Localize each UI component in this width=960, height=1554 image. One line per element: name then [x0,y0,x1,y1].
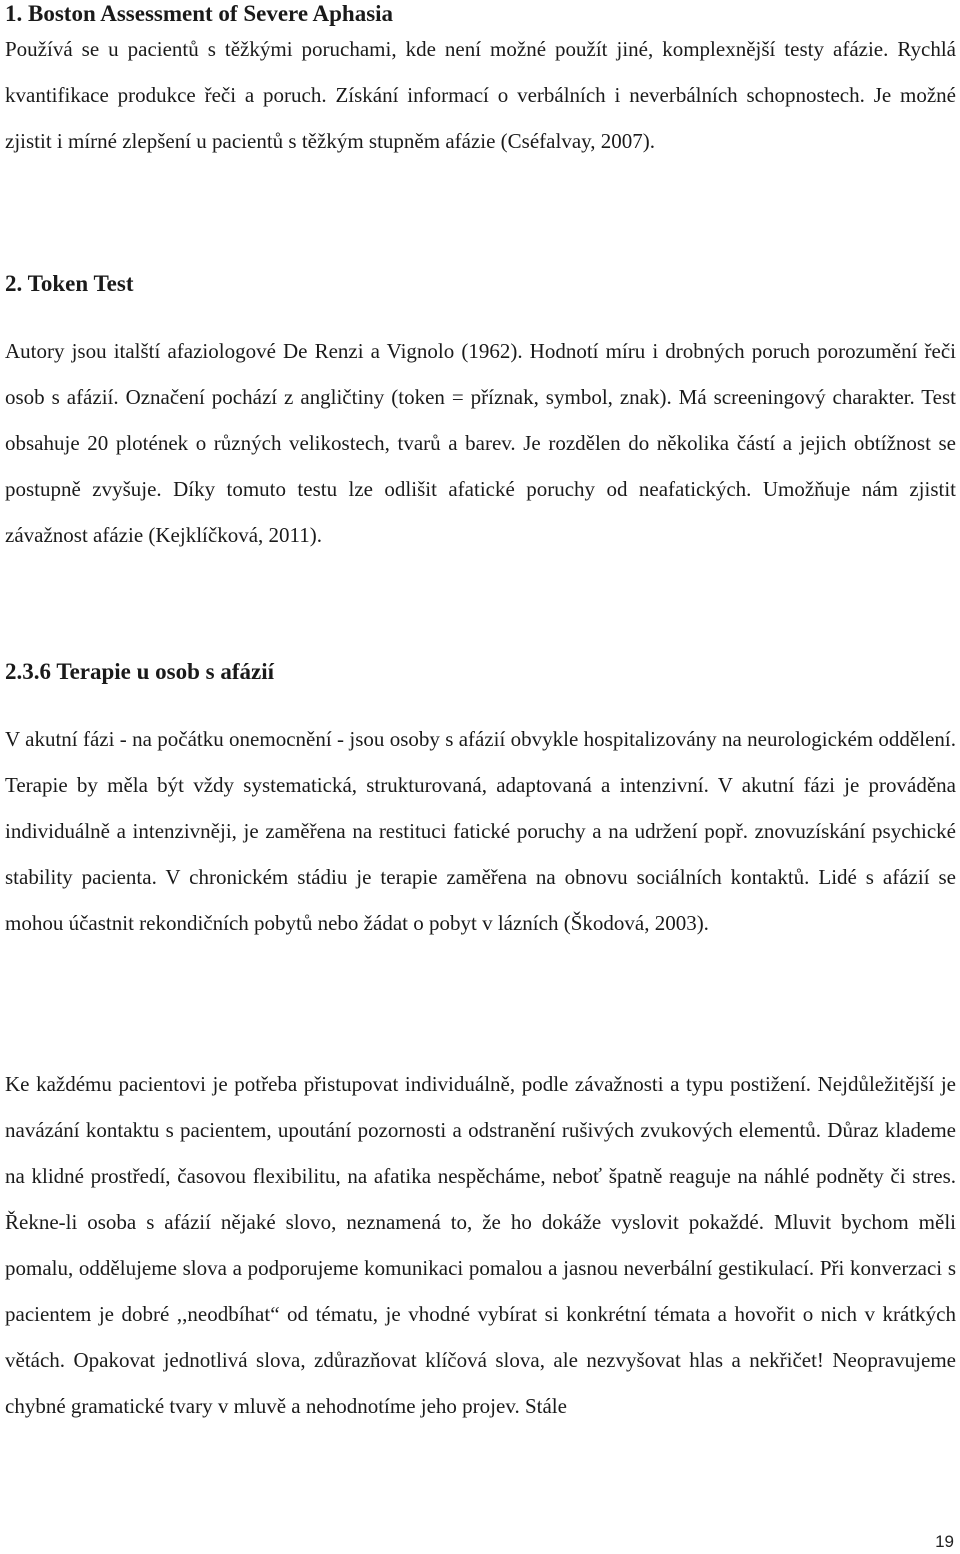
page-number: 19 [935,1532,954,1551]
paragraph-token-test: Autory jsou italští afaziologové De Renzi a Vignolo (1962). Hodnotí míru i drobných poruch porozumění řeči osob s afázií. Označení pochází z angličtiny (token = příznak, symbol, znak). Má screeningový charakter. Test obsahuje 20 plotének o různých velikostech, tvarů a barev. Je rozdělen do několika částí a jejich obtížnost se postupně zvyšuje. Díky tomuto testu lze odlišit afatické poruchy od neafatických. Umožňuje nám zjistit závažnost afázie (Kejklíčková, 2011). [5,339,956,547]
section-heading-terapie: 2.3.6 Terapie u osob s afázií [5,659,275,684]
paragraph-terapie-akutni-faze: V akutní fázi - na počátku onemocnění - jsou osoby s afázií obvykle hospitalizovány na neurologickém oddělení. Terapie by měla být vždy systematická, strukturovaná, adaptovaná a intenzivní. V akutní fázi je prováděna individuálně a intenzivněji, je zaměřena na restituci fatické poruchy a na udržení popř. znovuzískání psychické stability pacienta. V chronickém stádiu je terapie zaměřena na obnovu sociálních kontaktů. Lidé s afázií se mohou účastnit rekondičních pobytů nebo žádat o pobyt v lázních (Škodová, 2003). [5,727,956,935]
paragraph-terapie-pristup: Ke každému pacientovi je potřeba přistupovat individuálně, podle závažnosti a typu postižení. Nejdůležitější je navázání kontaktu s pacientem, upoutání pozornosti a odstranění rušivých zvukových elementů. Důraz klademe na klidné prostředí, časovou flexibilitu, na afatika nespěcháme, neboť špatně reaguje na náhlé podněty či stres. Řekne-li osoba s afázií nějaké slovo, neznamená to, že ho dokáže vyslovit pokaždé. Mluvit bychom měli pomalu, oddělujeme slova a podporujeme komunikaci pomalou a jasnou neverbální gestikulací. Při konverzaci s pacientem je dobré ,,neodbíhat“ od tématu, je vhodné vybírat si konkrétní témata a hovořit o nich v krátkých větách. Opakovat jednotlivá slova, zdůrazňovat klíčová slova, ale nezvyšovat hlas a nekřičet! Neopravujeme chybné gramatické tvary v mluvě a nehodnotíme jeho projev. Stále [5,1072,956,1418]
section-heading-token-test: 2. Token Test [5,271,134,296]
section-heading-boston-assessment: 1. Boston Assessment of Severe Aphasia [5,1,394,26]
paragraph-boston-assessment: Používá se u pacientů s těžkými poruchami, kde není možné použít jiné, komplexnější testy afázie. Rychlá kvantifikace produkce řeči a poruch. Získání informací o verbálních i neverbálních schopnostech. Je možné zjistit i mírné zlepšení u pacientů s těžkým stupněm afázie (Cséfalvay, 2007). [5,37,956,153]
